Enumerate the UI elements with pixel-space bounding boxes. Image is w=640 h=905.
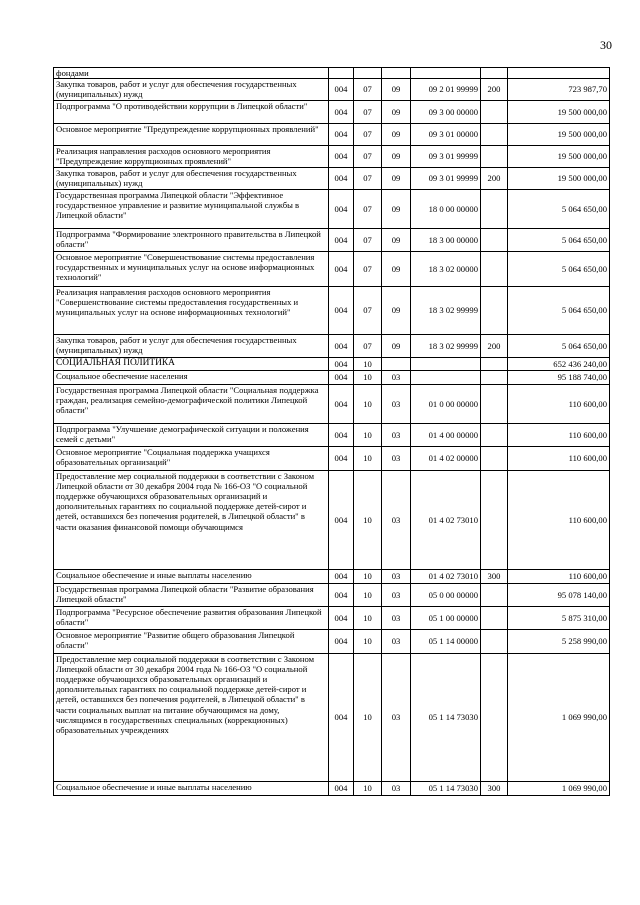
row-amount — [508, 68, 610, 79]
row-target-article-code: 18 3 00 00000 — [411, 228, 481, 251]
row-name: Основное мероприятие "Социальная поддержка учащихся образовательных организаций" — [54, 446, 329, 470]
row-subsection-code: 03 — [382, 583, 411, 606]
row-subsection-code: 09 — [382, 286, 411, 334]
row-expense-type-code — [481, 423, 508, 446]
row-ministry-code: 004 — [329, 583, 354, 606]
row-ministry-code: 004 — [329, 446, 354, 470]
row-section-code: 07 — [354, 100, 382, 123]
row-expense-type-code — [481, 228, 508, 251]
row-section-code: 07 — [354, 334, 382, 357]
table-row — [54, 423, 610, 446]
row-section-code: 07 — [354, 286, 382, 334]
row-amount: 19 500 000,00 — [508, 167, 610, 189]
row-subsection-code: 09 — [382, 334, 411, 357]
row-expense-type-code — [481, 251, 508, 286]
row-name: Основное мероприятие "Предупреждение коррупционных проявлений" — [54, 123, 329, 145]
row-subsection-code: 09 — [382, 189, 411, 228]
row-subsection-code: 03 — [382, 569, 411, 583]
row-target-article-code — [411, 68, 481, 79]
table-row — [54, 583, 610, 606]
row-target-article-code: 18 3 02 00000 — [411, 251, 481, 286]
row-amount: 110 600,00 — [508, 384, 610, 423]
row-name: Государственная программа Липецкой области "Социальная поддержка граждан, реализация семейно-демографической политики Липецкой области" — [54, 384, 329, 423]
row-amount: 110 600,00 — [508, 423, 610, 446]
row-amount: 95 188 740,00 — [508, 370, 610, 384]
row-name: СОЦИАЛЬНАЯ ПОЛИТИКА — [54, 357, 329, 370]
row-section-code: 10 — [354, 569, 382, 583]
row-name: Подпрограмма "Ресурсное обеспечение развития образования Липецкой области" — [54, 606, 329, 629]
table-row — [54, 100, 610, 123]
row-section-code: 10 — [354, 653, 382, 781]
row-ministry-code — [329, 68, 354, 79]
row-subsection-code: 09 — [382, 123, 411, 145]
table-row — [54, 653, 610, 781]
row-subsection-code: 03 — [382, 423, 411, 446]
row-name: Закупка товаров, работ и услуг для обеспечения государственных (муниципальных) нужд — [54, 334, 329, 357]
table-row — [54, 334, 610, 357]
row-expense-type-code — [481, 286, 508, 334]
table-row — [54, 189, 610, 228]
row-name: Основное мероприятие "Развитие общего образования Липецкой области" — [54, 629, 329, 653]
row-amount: 723 987,70 — [508, 79, 610, 100]
table-row — [54, 606, 610, 629]
row-subsection-code: 03 — [382, 629, 411, 653]
row-section-code: 10 — [354, 583, 382, 606]
row-name: Реализация направления расходов основного мероприятия "Совершенствование системы предоставления государственных и муниципальных услуг на основе информационных технологий" — [54, 286, 329, 334]
row-section-code: 10 — [354, 606, 382, 629]
row-target-article-code: 05 0 00 00000 — [411, 583, 481, 606]
row-expense-type-code — [481, 357, 508, 370]
row-subsection-code: 03 — [382, 470, 411, 569]
row-ministry-code: 004 — [329, 606, 354, 629]
row-expense-type-code — [481, 583, 508, 606]
row-name: Предоставление мер социальной поддержки в соответствии с Законом Липецкой области от 30 декабря 2004 года № 166-ОЗ "О социальной поддержке обучающихся образовательных организаций и дополнительных гарантиях по социальной поддержке детей-сирот и детей, оставшихся без попечения родителей, в Липецкой области" в части оказания финансовой помощи обучающимся — [54, 470, 329, 569]
row-subsection-code: 09 — [382, 251, 411, 286]
row-subsection-code: 03 — [382, 606, 411, 629]
row-ministry-code: 004 — [329, 100, 354, 123]
table-row — [54, 629, 610, 653]
row-target-article-code: 09 3 01 00000 — [411, 123, 481, 145]
row-amount: 5 064 650,00 — [508, 286, 610, 334]
row-subsection-code: 03 — [382, 370, 411, 384]
row-ministry-code: 004 — [329, 189, 354, 228]
row-target-article-code: 05 1 14 00000 — [411, 629, 481, 653]
row-expense-type-code — [481, 606, 508, 629]
row-expense-type-code — [481, 629, 508, 653]
row-name: Подпрограмма "О противодействии коррупции в Липецкой области" — [54, 100, 329, 123]
row-target-article-code: 01 4 00 00000 — [411, 423, 481, 446]
row-ministry-code: 004 — [329, 781, 354, 795]
row-subsection-code: 09 — [382, 228, 411, 251]
row-expense-type-code — [481, 68, 508, 79]
row-ministry-code: 004 — [329, 423, 354, 446]
row-section-code: 10 — [354, 470, 382, 569]
row-target-article-code: 01 4 02 73010 — [411, 470, 481, 569]
row-section-code: 07 — [354, 145, 382, 167]
row-ministry-code: 004 — [329, 167, 354, 189]
row-amount: 5 258 990,00 — [508, 629, 610, 653]
row-target-article-code: 18 3 02 99999 — [411, 334, 481, 357]
row-amount: 19 500 000,00 — [508, 145, 610, 167]
table-row — [54, 446, 610, 470]
row-name: Подпрограмма "Формирование электронного правительства в Липецкой области" — [54, 228, 329, 251]
row-expense-type-code: 300 — [481, 569, 508, 583]
row-amount: 5 875 310,00 — [508, 606, 610, 629]
row-ministry-code: 004 — [329, 228, 354, 251]
table-row — [54, 470, 610, 569]
row-target-article-code: 01 4 02 73010 — [411, 569, 481, 583]
table-row — [54, 251, 610, 286]
row-ministry-code: 004 — [329, 370, 354, 384]
row-subsection-code: 09 — [382, 100, 411, 123]
table-row — [54, 167, 610, 189]
row-ministry-code: 004 — [329, 357, 354, 370]
page-number: 30 — [600, 38, 612, 52]
row-target-article-code: 01 4 02 00000 — [411, 446, 481, 470]
table-row — [54, 286, 610, 334]
table-row — [54, 384, 610, 423]
row-name: Предоставление мер социальной поддержки в соответствии с Законом Липецкой области от 30 декабря 2004 года № 166-ОЗ "О социальной поддержке обучающихся образовательных организаций и дополнительных гарантиях по социальной поддержке детей-сирот и детей, оставшихся без попечения родителей, в Липецкой области" в части социальных выплат на питание обучающимся на дому, числящимся в государственных специальных (коррекционных) образовательных учреждениях — [54, 653, 329, 781]
table-row — [54, 123, 610, 145]
row-target-article-code: 01 0 00 00000 — [411, 384, 481, 423]
table-row — [54, 781, 610, 795]
row-ministry-code: 004 — [329, 286, 354, 334]
row-amount: 95 078 140,00 — [508, 583, 610, 606]
row-name: Социальное обеспечение и иные выплаты населению — [54, 569, 329, 583]
row-amount: 110 600,00 — [508, 569, 610, 583]
row-target-article-code: 09 2 01 99999 — [411, 79, 481, 100]
row-name: Государственная программа Липецкой области "Развитие образования Липецкой области" — [54, 583, 329, 606]
row-subsection-code: 03 — [382, 384, 411, 423]
row-amount: 1 069 990,00 — [508, 781, 610, 795]
row-section-code — [354, 68, 382, 79]
row-name: фондами — [54, 68, 329, 79]
row-expense-type-code — [481, 123, 508, 145]
row-name: Реализация направления расходов основного мероприятия "Предупреждение коррупционных проявлений" — [54, 145, 329, 167]
row-target-article-code: 09 3 01 99999 — [411, 145, 481, 167]
row-target-article-code: 09 3 00 00000 — [411, 100, 481, 123]
table-row — [54, 569, 610, 583]
row-amount: 1 069 990,00 — [508, 653, 610, 781]
row-expense-type-code — [481, 145, 508, 167]
row-ministry-code: 004 — [329, 470, 354, 569]
row-section-code: 10 — [354, 423, 382, 446]
row-target-article-code: 05 1 14 73030 — [411, 653, 481, 781]
row-expense-type-code: 200 — [481, 167, 508, 189]
row-section-code: 10 — [354, 384, 382, 423]
row-ministry-code: 004 — [329, 569, 354, 583]
row-target-article-code — [411, 357, 481, 370]
row-subsection-code: 09 — [382, 145, 411, 167]
row-section-code: 07 — [354, 167, 382, 189]
row-target-article-code: 05 1 00 00000 — [411, 606, 481, 629]
row-section-code: 10 — [354, 781, 382, 795]
row-target-article-code: 18 3 02 99999 — [411, 286, 481, 334]
row-target-article-code: 05 1 14 73030 — [411, 781, 481, 795]
row-ministry-code: 004 — [329, 653, 354, 781]
table-row — [54, 357, 610, 370]
row-ministry-code: 004 — [329, 334, 354, 357]
row-ministry-code: 004 — [329, 123, 354, 145]
row-amount: 5 064 650,00 — [508, 251, 610, 286]
row-expense-type-code — [481, 370, 508, 384]
row-ministry-code: 004 — [329, 79, 354, 100]
row-amount: 5 064 650,00 — [508, 228, 610, 251]
row-amount: 19 500 000,00 — [508, 123, 610, 145]
row-name: Социальное обеспечение и иные выплаты населению — [54, 781, 329, 795]
row-section-code: 10 — [354, 446, 382, 470]
row-section-code: 07 — [354, 189, 382, 228]
row-name: Закупка товаров, работ и услуг для обеспечения государственных (муниципальных) нужд — [54, 167, 329, 189]
table-row — [54, 68, 610, 79]
row-target-article-code — [411, 370, 481, 384]
row-amount: 5 064 650,00 — [508, 334, 610, 357]
row-subsection-code — [382, 357, 411, 370]
row-amount: 110 600,00 — [508, 470, 610, 569]
row-section-code: 07 — [354, 251, 382, 286]
table-row — [54, 145, 610, 167]
row-ministry-code: 004 — [329, 145, 354, 167]
row-ministry-code: 004 — [329, 384, 354, 423]
table-row — [54, 370, 610, 384]
budget-table-body — [54, 68, 610, 796]
table-row — [54, 79, 610, 100]
row-name: Подпрограмма "Улучшение демографической ситуации и положения семей с детьми" — [54, 423, 329, 446]
row-amount: 19 500 000,00 — [508, 100, 610, 123]
row-expense-type-code: 300 — [481, 781, 508, 795]
row-ministry-code: 004 — [329, 629, 354, 653]
row-section-code: 07 — [354, 123, 382, 145]
row-section-code: 10 — [354, 629, 382, 653]
row-section-code: 07 — [354, 228, 382, 251]
row-expense-type-code — [481, 189, 508, 228]
row-subsection-code: 09 — [382, 79, 411, 100]
table-row — [54, 228, 610, 251]
row-amount: 110 600,00 — [508, 446, 610, 470]
row-expense-type-code — [481, 653, 508, 781]
row-subsection-code — [382, 68, 411, 79]
row-name: Закупка товаров, работ и услуг для обеспечения государственных (муниципальных) нужд — [54, 79, 329, 100]
row-ministry-code: 004 — [329, 251, 354, 286]
row-expense-type-code — [481, 470, 508, 569]
row-name: Государственная программа Липецкой области "Эффективное государственное управление и развитие муниципальной службы в Липецкой области" — [54, 189, 329, 228]
row-expense-type-code — [481, 384, 508, 423]
row-name: Основное мероприятие "Совершенствование системы предоставления государственных и муниципальных услуг на основе информационных технологий" — [54, 251, 329, 286]
row-expense-type-code: 200 — [481, 79, 508, 100]
row-section-code: 10 — [354, 370, 382, 384]
budget-table — [53, 67, 610, 796]
row-expense-type-code: 200 — [481, 334, 508, 357]
row-amount: 652 436 240,00 — [508, 357, 610, 370]
row-subsection-code: 03 — [382, 446, 411, 470]
row-section-code: 10 — [354, 357, 382, 370]
row-subsection-code: 03 — [382, 653, 411, 781]
row-name: Социальное обеспечение населения — [54, 370, 329, 384]
row-expense-type-code — [481, 100, 508, 123]
row-subsection-code: 03 — [382, 781, 411, 795]
row-target-article-code: 18 0 00 00000 — [411, 189, 481, 228]
row-target-article-code: 09 3 01 99999 — [411, 167, 481, 189]
row-expense-type-code — [481, 446, 508, 470]
row-section-code: 07 — [354, 79, 382, 100]
row-subsection-code: 09 — [382, 167, 411, 189]
row-amount: 5 064 650,00 — [508, 189, 610, 228]
